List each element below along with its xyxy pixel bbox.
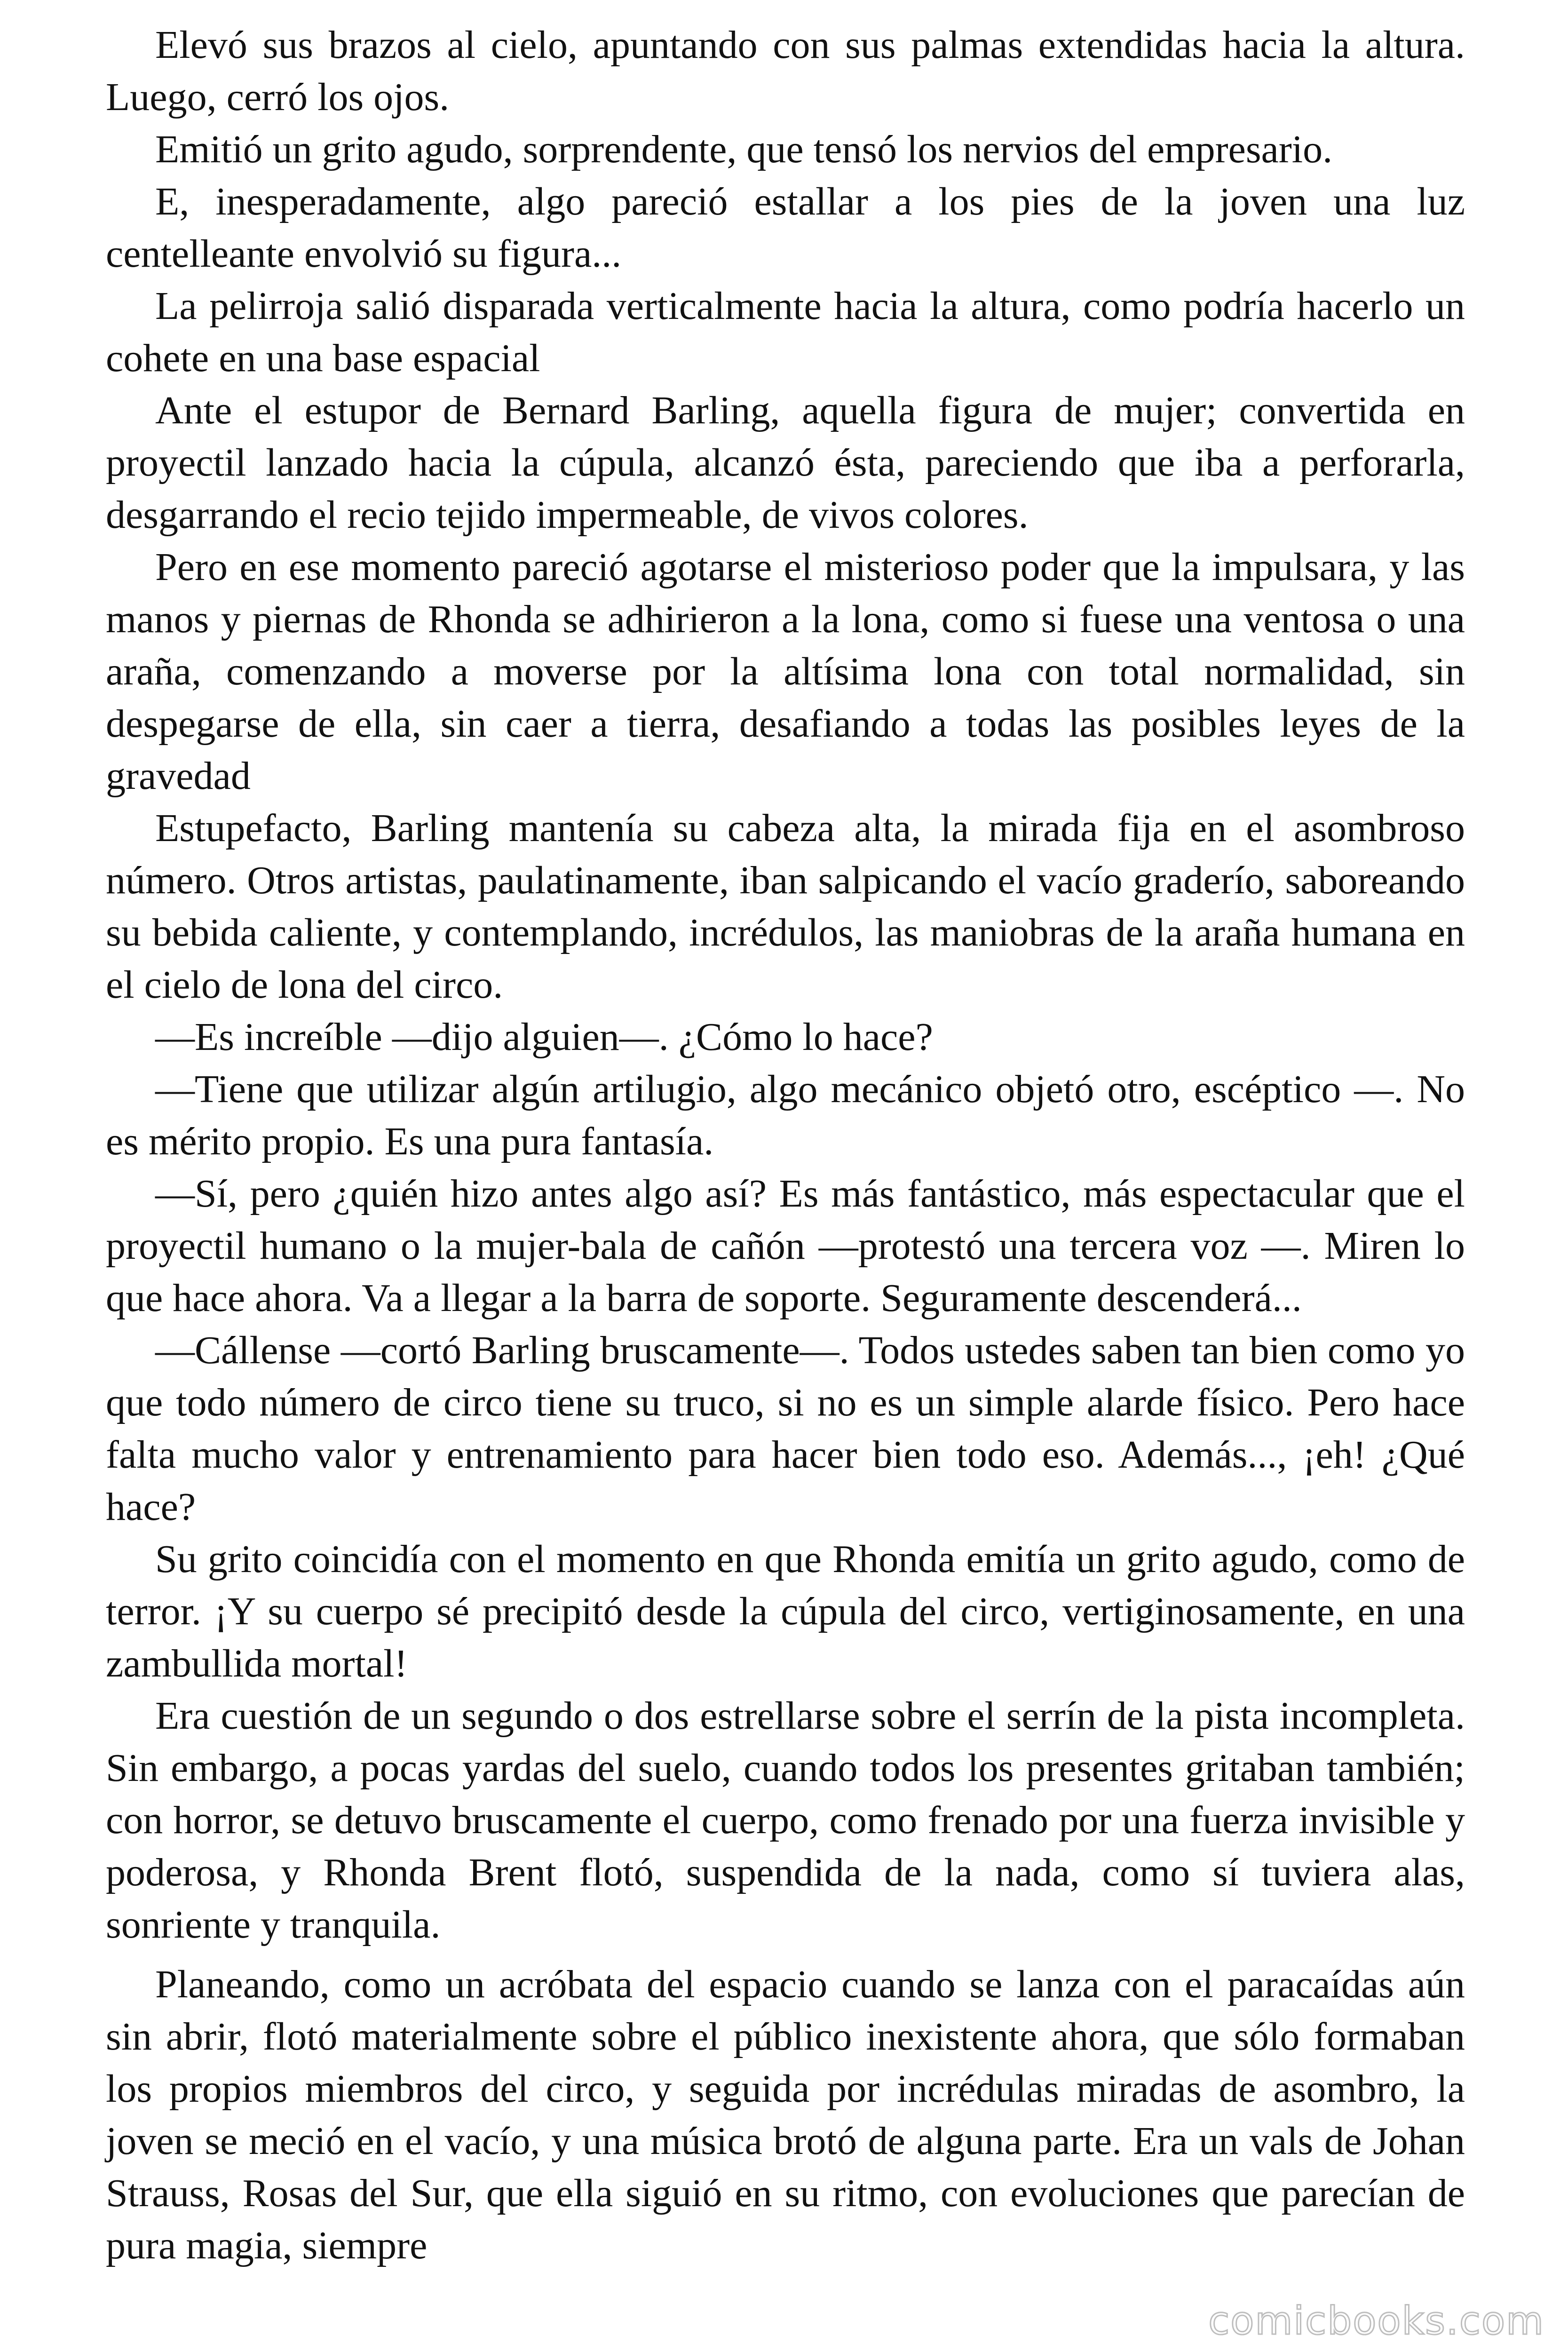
paragraph-6: Pero en ese momento pareció agotarse el misterioso poder que la impulsara, y las manos y piernas de Rhonda se adhirieron a la lona, como si fuese una ventosa o una araña, comenzando a moverse por la altísima lona con total normalidad, sin despegarse de ella, sin caer a tierra, desafiando a todas las posibles leyes de la gravedad xyxy=(106,545,1465,798)
book-page xyxy=(106,19,1465,2272)
paragraph-2: Emitió un grito agudo, sorprendente, que tensó los nervios del empresario. xyxy=(155,127,1333,171)
paragraph-4: La pelirroja salió disparada verticalmente hacia la altura, como podría hacerlo un cohete en una base espacial xyxy=(106,284,1465,380)
paragraph-3: E, inesperadamente, algo pareció estallar a los pies de la joven una luz centelleante envolvió su figura... xyxy=(106,180,1465,276)
watermark: comicbooks.com xyxy=(1208,2299,1544,2344)
dialogue-line-3: —Sí, pero ¿quién hizo antes algo así? Es más fantástico, más espectacular que el proyectil humano o la mujer-bala de cañón —protestó una tercera voz —. Miren lo que hace ahora. Va a llegar a la barra de soporte. Seguramente descenderá... xyxy=(106,1172,1465,1320)
paragraph-7: Estupefacto, Barling mantenía su cabeza alta, la mirada fija en el asombroso número. Otros artistas, paulatinamente, iban salpicando el vacío graderío, saboreando su bebida caliente, y contemplando, incrédulos, las maniobras de la araña humana en el cielo de lona del circo. xyxy=(106,806,1465,1007)
paragraph-13: Era cuestión de un segundo o dos estrellarse sobre el serrín de la pista incompleta. Sin embargo, a pocas yardas del suelo, cuando todos los presentes gritaban también; con horror, se detuvo bruscamente el cuerpo, como frenado por una fuerza invisible y poderosa, y Rhonda Brent flotó, suspendida de la nada, como sí tuviera alas, sonriente y tranquila. xyxy=(106,1694,1465,1947)
dialogue-line-2: —Tiene que utilizar algún artilugio, algo mecánico objetó otro, escéptico —. No es mérito propio. Es una pura fantasía. xyxy=(106,1067,1465,1163)
dialogue-line-1: —Es increíble —dijo alguien—. ¿Cómo lo hace? xyxy=(155,1015,933,1059)
paragraph-12: Su grito coincidía con el momento en que Rhonda emitía un grito agudo, como de terror. ¡Y su cuerpo sé precipitó desde la cúpula del circo, vertiginosamente, en una zambullida mortal! xyxy=(106,1537,1465,1685)
paragraph-14: Planeando, como un acróbata del espacio cuando se lanza con el paracaídas aún sin abrir, flotó materialmente sobre el público inexistente ahora, que sólo formaban los propios miembros del circo, y seguida por incrédulas miradas de asombro, la joven se meció en el vacío, y una música brotó de alguna parte. Era un vals de Johan Strauss, Rosas del Sur, que ella siguió en su ritmo, con evoluciones que parecían de pura magia, siempre xyxy=(106,1963,1465,2267)
dialogue-line-4: —Cállense —cortó Barling bruscamente—. Todos ustedes saben tan bien como yo que todo número de circo tiene su truco, si no es un simple alarde físico. Pero hace falta mucho valor y entrenamiento para hacer bien todo eso. Además..., ¡eh! ¿Qué hace? xyxy=(106,1328,1465,1529)
paragraph-1: Elevó sus brazos al cielo, apuntando con sus palmas extendidas hacia la altura. Luego, cerró los ojos. xyxy=(106,23,1465,119)
paragraph-5: Ante el estupor de Bernard Barling, aquella figura de mujer; convertida en proyectil lanzado hacia la cúpula, alcanzó ésta, pareciendo que iba a perforarla, desgarrando el recio tejido impermeable, de vivos colores. xyxy=(106,389,1465,537)
